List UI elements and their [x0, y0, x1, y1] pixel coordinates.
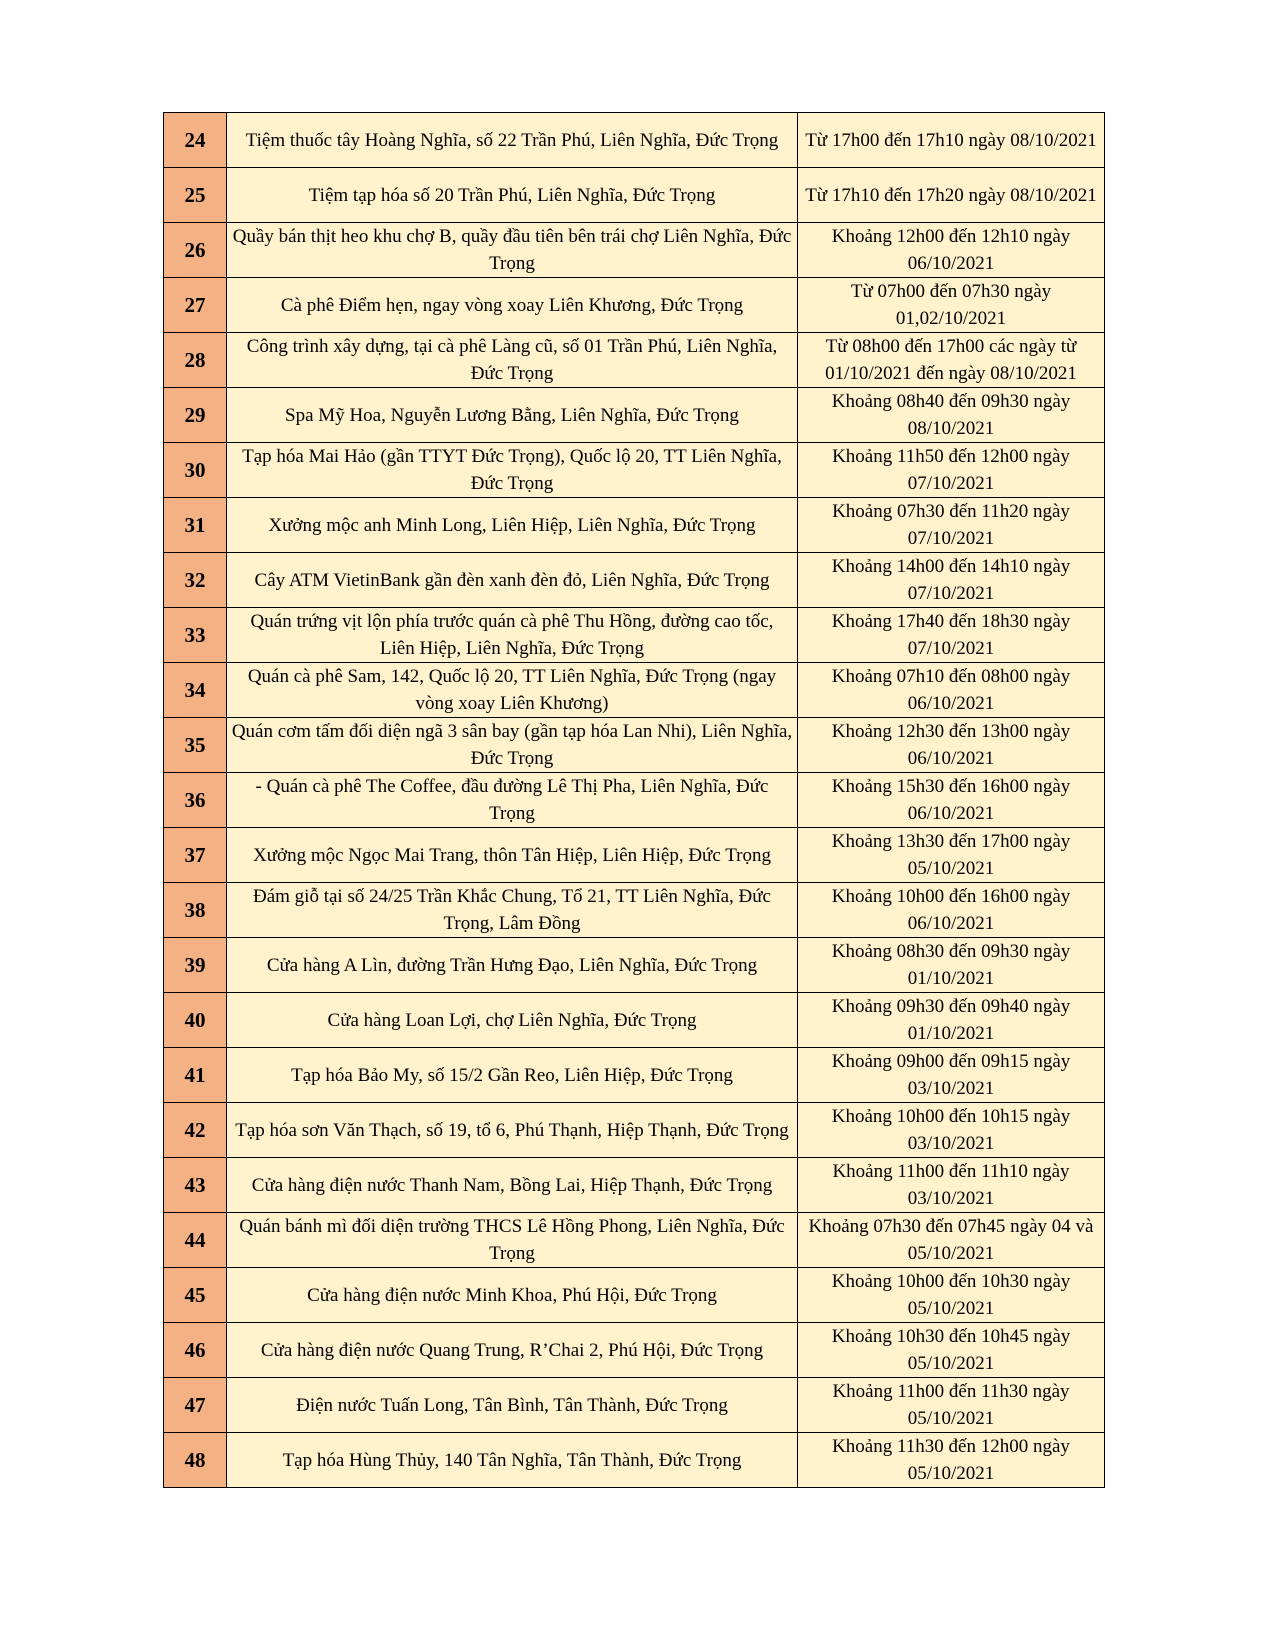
row-number: 38 — [164, 883, 227, 938]
table-row — [164, 333, 1105, 388]
time-cell: Khoảng 10h00 đến 10h30 ngày 05/10/2021 — [798, 1268, 1105, 1323]
row-number: 43 — [164, 1158, 227, 1213]
location-cell: Cửa hàng Loan Lợi, chợ Liên Nghĩa, Đức Trọng — [227, 993, 798, 1048]
table-row — [164, 773, 1105, 828]
row-number: 39 — [164, 938, 227, 993]
table-row — [164, 1378, 1105, 1433]
time-cell: Khoảng 10h30 đến 10h45 ngày 05/10/2021 — [798, 1323, 1105, 1378]
time-cell: Từ 07h00 đến 07h30 ngày 01,02/10/2021 — [798, 278, 1105, 333]
row-number: 34 — [164, 663, 227, 718]
time-cell: Khoảng 09h00 đến 09h15 ngày 03/10/2021 — [798, 1048, 1105, 1103]
location-cell: Cây ATM VietinBank gần đèn xanh đèn đỏ, Liên Nghĩa, Đức Trọng — [227, 553, 798, 608]
row-number: 40 — [164, 993, 227, 1048]
row-number: 24 — [164, 113, 227, 168]
location-cell: Quầy bán thịt heo khu chợ B, quầy đầu tiên bên trái chợ Liên Nghĩa, Đức Trọng — [227, 223, 798, 278]
time-cell: Từ 17h10 đến 17h20 ngày 08/10/2021 — [798, 168, 1105, 223]
location-cell: Quán cà phê Sam, 142, Quốc lộ 20, TT Liên Nghĩa, Đức Trọng (ngay vòng xoay Liên Khương) — [227, 663, 798, 718]
table-row — [164, 1213, 1105, 1268]
time-cell: Khoảng 15h30 đến 16h00 ngày 06/10/2021 — [798, 773, 1105, 828]
time-cell: Khoảng 11h50 đến 12h00 ngày 07/10/2021 — [798, 443, 1105, 498]
time-cell: Khoảng 07h10 đến 08h00 ngày 06/10/2021 — [798, 663, 1105, 718]
location-cell: Quán cơm tấm đối diện ngã 3 sân bay (gần tạp hóa Lan Nhi), Liên Nghĩa, Đức Trọng — [227, 718, 798, 773]
table-row — [164, 498, 1105, 553]
time-cell: Khoảng 11h00 đến 11h30 ngày 05/10/2021 — [798, 1378, 1105, 1433]
table-row — [164, 993, 1105, 1048]
location-cell: - Quán cà phê The Coffee, đầu đường Lê Thị Pha, Liên Nghĩa, Đức Trọng — [227, 773, 798, 828]
table-row — [164, 608, 1105, 663]
time-cell: Khoảng 10h00 đến 16h00 ngày 06/10/2021 — [798, 883, 1105, 938]
row-number: 37 — [164, 828, 227, 883]
time-cell: Khoảng 17h40 đến 18h30 ngày 07/10/2021 — [798, 608, 1105, 663]
location-cell: Cửa hàng điện nước Quang Trung, R’Chai 2, Phú Hội, Đức Trọng — [227, 1323, 798, 1378]
time-cell: Khoảng 07h30 đến 07h45 ngày 04 và 05/10/2021 — [798, 1213, 1105, 1268]
row-number: 25 — [164, 168, 227, 223]
table-row — [164, 113, 1105, 168]
table-row — [164, 883, 1105, 938]
location-cell: Quán bánh mì đối diện trường THCS Lê Hồng Phong, Liên Nghĩa, Đức Trọng — [227, 1213, 798, 1268]
row-number: 48 — [164, 1433, 227, 1488]
row-number: 42 — [164, 1103, 227, 1158]
time-cell: Khoảng 11h00 đến 11h10 ngày 03/10/2021 — [798, 1158, 1105, 1213]
row-number: 36 — [164, 773, 227, 828]
location-cell: Cửa hàng điện nước Thanh Nam, Bồng Lai, Hiệp Thạnh, Đức Trọng — [227, 1158, 798, 1213]
time-cell: Khoảng 09h30 đến 09h40 ngày 01/10/2021 — [798, 993, 1105, 1048]
table-row — [164, 1048, 1105, 1103]
table-row — [164, 1433, 1105, 1488]
time-cell: Khoảng 12h30 đến 13h00 ngày 06/10/2021 — [798, 718, 1105, 773]
row-number: 45 — [164, 1268, 227, 1323]
table-row — [164, 718, 1105, 773]
row-number: 31 — [164, 498, 227, 553]
table-row — [164, 223, 1105, 278]
location-cell: Tạp hóa Mai Hảo (gần TTYT Đức Trọng), Quốc lộ 20, TT Liên Nghĩa, Đức Trọng — [227, 443, 798, 498]
time-cell: Khoảng 11h30 đến 12h00 ngày 05/10/2021 — [798, 1433, 1105, 1488]
table-row — [164, 938, 1105, 993]
table-row — [164, 663, 1105, 718]
time-cell: Khoảng 12h00 đến 12h10 ngày 06/10/2021 — [798, 223, 1105, 278]
row-number: 46 — [164, 1323, 227, 1378]
exposure-locations-table — [163, 112, 1105, 1488]
time-cell: Khoảng 10h00 đến 10h15 ngày 03/10/2021 — [798, 1103, 1105, 1158]
row-number: 26 — [164, 223, 227, 278]
time-cell: Khoảng 07h30 đến 11h20 ngày 07/10/2021 — [798, 498, 1105, 553]
table-row — [164, 1268, 1105, 1323]
time-cell: Khoảng 08h30 đến 09h30 ngày 01/10/2021 — [798, 938, 1105, 993]
location-cell: Tạp hóa sơn Văn Thạch, số 19, tổ 6, Phú Thạnh, Hiệp Thạnh, Đức Trọng — [227, 1103, 798, 1158]
table-row — [164, 443, 1105, 498]
row-number: 32 — [164, 553, 227, 608]
location-cell: Cửa hàng điện nước Minh Khoa, Phú Hội, Đức Trọng — [227, 1268, 798, 1323]
location-cell: Cửa hàng A Lìn, đường Trần Hưng Đạo, Liên Nghĩa, Đức Trọng — [227, 938, 798, 993]
location-cell: Quán trứng vịt lộn phía trước quán cà phê Thu Hồng, đường cao tốc, Liên Hiệp, Liên Nghĩa, Đức Trọng — [227, 608, 798, 663]
location-cell: Điện nước Tuấn Long, Tân Bình, Tân Thành, Đức Trọng — [227, 1378, 798, 1433]
table-row — [164, 1103, 1105, 1158]
location-cell: Xưởng mộc Ngọc Mai Trang, thôn Tân Hiệp, Liên Hiệp, Đức Trọng — [227, 828, 798, 883]
time-cell: Khoảng 13h30 đến 17h00 ngày 05/10/2021 — [798, 828, 1105, 883]
row-number: 35 — [164, 718, 227, 773]
row-number: 28 — [164, 333, 227, 388]
time-cell: Khoảng 08h40 đến 09h30 ngày 08/10/2021 — [798, 388, 1105, 443]
table-row — [164, 828, 1105, 883]
row-number: 30 — [164, 443, 227, 498]
location-cell: Đám giỗ tại số 24/25 Trần Khắc Chung, Tổ 21, TT Liên Nghĩa, Đức Trọng, Lâm Đồng — [227, 883, 798, 938]
location-cell: Tiệm thuốc tây Hoàng Nghĩa, số 22 Trần Phú, Liên Nghĩa, Đức Trọng — [227, 113, 798, 168]
row-number: 27 — [164, 278, 227, 333]
row-number: 47 — [164, 1378, 227, 1433]
location-cell: Spa Mỹ Hoa, Nguyễn Lương Bằng, Liên Nghĩa, Đức Trọng — [227, 388, 798, 443]
time-cell: Từ 17h00 đến 17h10 ngày 08/10/2021 — [798, 113, 1105, 168]
location-cell: Tạp hóa Bảo My, số 15/2 Gần Reo, Liên Hiệp, Đức Trọng — [227, 1048, 798, 1103]
table-row — [164, 278, 1105, 333]
row-number: 33 — [164, 608, 227, 663]
time-cell: Từ 08h00 đến 17h00 các ngày từ 01/10/2021 đến ngày 08/10/2021 — [798, 333, 1105, 388]
table-row — [164, 1158, 1105, 1213]
row-number: 44 — [164, 1213, 227, 1268]
location-cell: Tạp hóa Hùng Thủy, 140 Tân Nghĩa, Tân Thành, Đức Trọng — [227, 1433, 798, 1488]
row-number: 29 — [164, 388, 227, 443]
table-row — [164, 168, 1105, 223]
table-row — [164, 1323, 1105, 1378]
time-cell: Khoảng 14h00 đến 14h10 ngày 07/10/2021 — [798, 553, 1105, 608]
location-cell: Tiệm tạp hóa số 20 Trần Phú, Liên Nghĩa, Đức Trọng — [227, 168, 798, 223]
location-cell: Xưởng mộc anh Minh Long, Liên Hiệp, Liên Nghĩa, Đức Trọng — [227, 498, 798, 553]
location-cell: Công trình xây dựng, tại cà phê Làng cũ, số 01 Trần Phú, Liên Nghĩa, Đức Trọng — [227, 333, 798, 388]
table-row — [164, 553, 1105, 608]
row-number: 41 — [164, 1048, 227, 1103]
table-row — [164, 388, 1105, 443]
location-cell: Cà phê Điểm hẹn, ngay vòng xoay Liên Khương, Đức Trọng — [227, 278, 798, 333]
